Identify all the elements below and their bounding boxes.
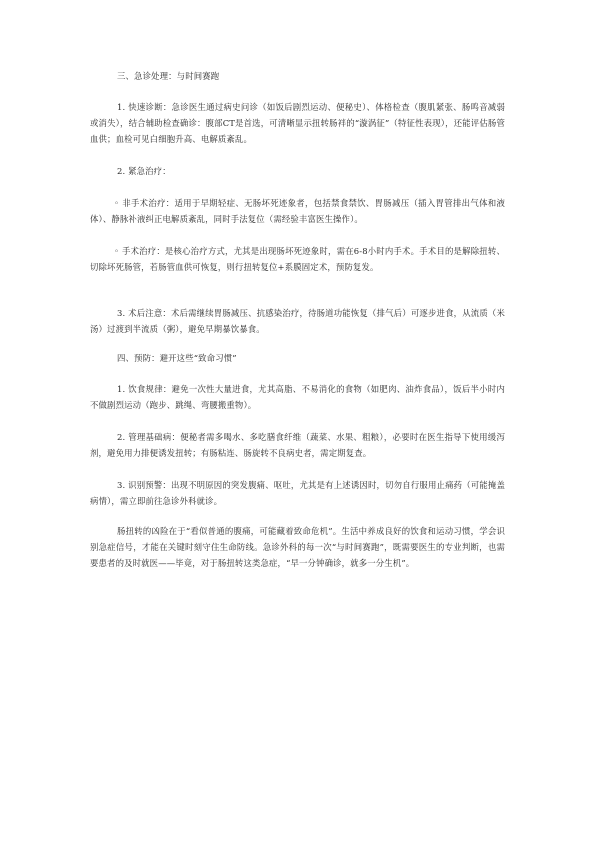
- section-3-bullet-2: ◦ 手术治疗：是核心治疗方式，尤其是出现肠坏死迹象时，需在6-8小时内手术。手术目的是解除扭转、切除坏死肠管，若肠管血供可恢复，则行扭转复位+系膜固定术，预防复发。: [90, 246, 505, 272]
- section-4-paragraph-3: 3. 识别预警：出现不明原因的突发腹痛、呕吐，尤其是有上述诱因时，切勿自行服用止痛药（可能掩盖病情），需立即前往急诊外科就诊。: [90, 480, 505, 506]
- section-3-bullet-1: ◦ 非手术治疗：适用于早期轻症、无肠坏死迹象者，包括禁食禁饮、胃肠减压（插入胃管排出气体和液体）、静脉补液纠正电解质紊乱，同时手法复位（需经验丰富医生操作）。: [90, 198, 505, 224]
- section-3-paragraph-3: 3. 术后注意：术后需继续胃肠减压、抗感染治疗，待肠道功能恢复（排气后）可逐步进食，从流质（米汤）过渡到半流质（粥），避免早期暴饮暴食。: [90, 308, 505, 334]
- section-3-paragraph-1: 1. 快速诊断：急诊医生通过病史问诊（如饭后剧烈运动、便秘史）、体格检查（腹肌紧张、肠鸣音减弱或消失），结合辅助检查确诊：腹部CT是首选，可清晰显示扭转肠袢的“漩涡征”（特征性表现），还能评估肠管血供；血检可见白细胞升高、电解质紊乱。: [90, 102, 505, 144]
- section-4-paragraph-2: 2. 管理基础病：便秘者需多喝水、多吃膳食纤维（蔬菜、水果、粗粮），必要时在医生指导下使用缓泻剂，避免用力排便诱发扭转；有肠粘连、肠旋转不良病史者，需定期复查。: [90, 432, 505, 458]
- section-4-heading: 四、预防：避开这些“致命习惯”: [117, 353, 237, 363]
- closing-paragraph: 肠扭转的凶险在于“看似普通的腹痛，可能藏着致命危机”。生活中养成良好的饮食和运动习惯，学会识别急症信号，才能在关键时刻守住生命防线。急诊外科的每一次“与时间赛跑”，既需要医生的专业判断，也需要患者的及时就医——毕竟，对于肠扭转这类急症，“早一分钟确诊，就多一分生机”。: [90, 526, 505, 568]
- section-3-heading: 三、急诊处理：与时间赛跑: [117, 71, 220, 81]
- section-3-paragraph-2: 2. 紧急治疗：: [117, 166, 171, 176]
- section-4-paragraph-1: 1. 饮食规律：避免一次性大量进食，尤其高脂、不易消化的食物（如肥肉、油炸食品），饭后半小时内不做剧烈运动（跑步、跳绳、弯腰搬重物）。: [90, 384, 505, 410]
